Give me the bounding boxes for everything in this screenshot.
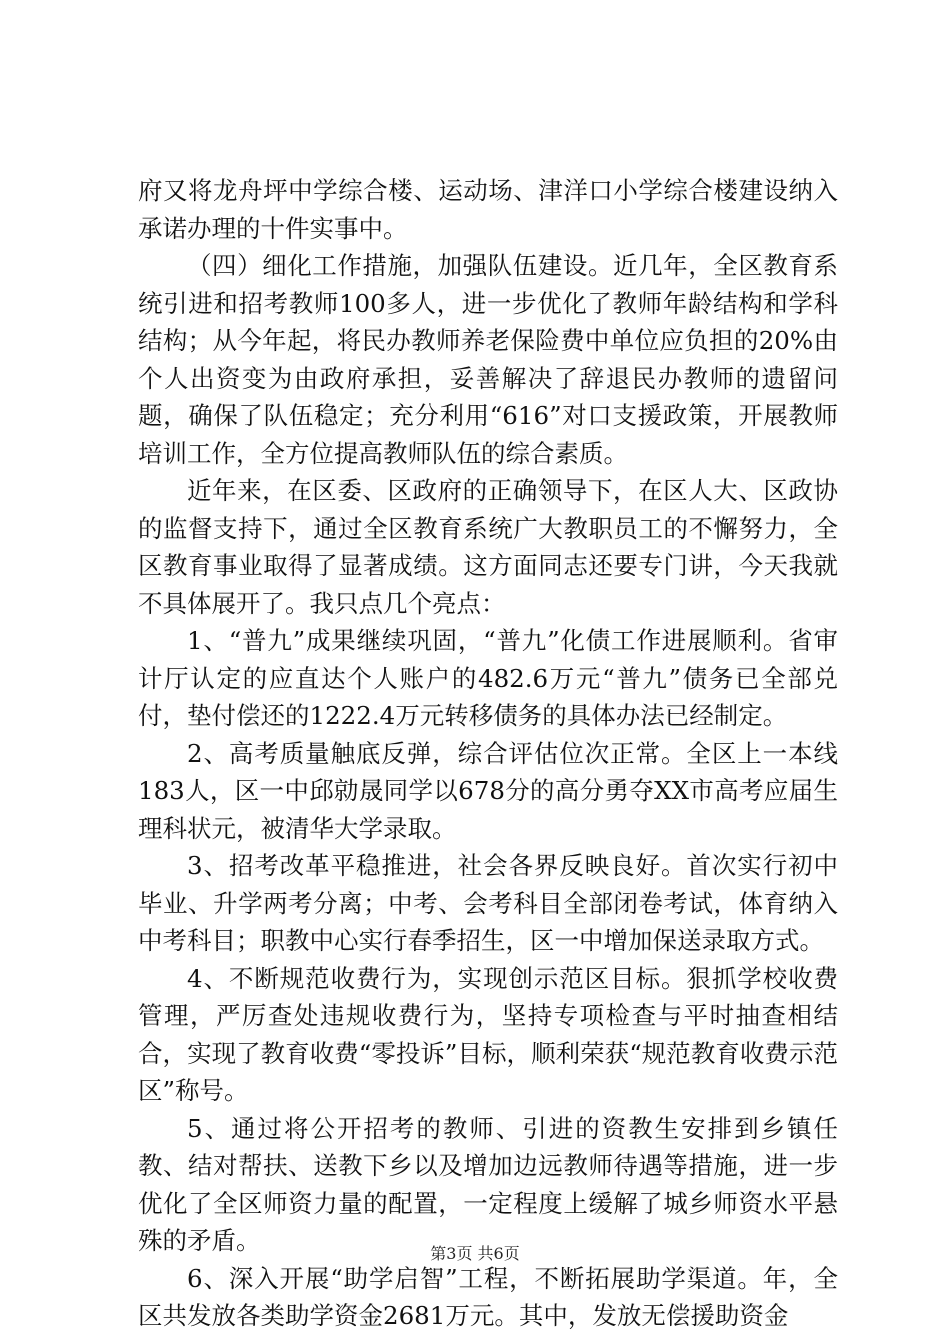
paragraph-continuation: 府又将龙舟坪中学综合楼、运动场、津洋口小学综合楼建设纳入承诺办理的十件实事中。 bbox=[138, 176, 838, 243]
paragraph-highlight-4: 4、不断规范收费行为，实现创示范区目标。狠抓学校收费管理，严厉查处违规收费行为，坚持专项检查与平时抽查相结合，实现了教育收费“零投诉”目标，顺利荣获“规范教育收费示范区”称号。 bbox=[138, 963, 838, 1105]
document-body bbox=[138, 172, 838, 1335]
paragraph-highlight-1: 1、“普九”成果继续巩固，“普九”化债工作进展顺利。省审计厅认定的应直达个人账户的482.6万元“普九”债务已全部兑付，垫付偿还的1222.4万元转移债务的具体办法已经制定。 bbox=[138, 626, 838, 730]
paragraph-section-four: （四）细化工作措施，加强队伍建设。近几年，全区教育系统引进和招考教师100多人，进一步优化了教师年龄结构和学科结构；从今年起，将民办教师养老保险费中单位应负担的20%由个人出资变为由政府承担，妥善解决了辞退民办教师的遗留问题，确保了队伍稳定；充分利用“616”对口支援政策，开展教师培训工作，全方位提高教师队伍的综合素质。 bbox=[138, 251, 838, 468]
paragraph-highlight-3: 3、招考改革平稳推进，社会各界反映良好。首次实行初中毕业、升学两考分离；中考、会考科目全部闭卷考试，体育纳入中考科目；职教中心实行春季招生，区一中增加保送录取方式。 bbox=[138, 851, 838, 955]
paragraph-highlight-6: 6、深入开展“助学启智”工程，不断拓展助学渠道。年，全区共发放各类助学资金2681万元。其中，发放无偿援助资金 bbox=[138, 1263, 838, 1330]
paragraph-summary: 近年来，在区委、区政府的正确领导下，在区人大、区政协的监督支持下，通过全区教育系统广大教职员工的不懈努力，全区教育事业取得了显著成绩。这方面同志还要专门讲，今天我就不具体展开了。我只点几个亮点： bbox=[138, 476, 838, 618]
paragraph-highlight-2: 2、高考质量触底反弹，综合评估位次正常。全区上一本线183人，区一中邱勍晟同学以678分的高分勇夺XX市高考应届生理科状元，被清华大学录取。 bbox=[138, 738, 838, 843]
paragraph-highlight-5: 5、通过将公开招考的教师、引进的资教生安排到乡镇任教、结对帮扶、送教下乡以及增加边远教师待遇等措施，进一步优化了全区师资力量的配置，一定程度上缓解了城乡师资水平悬殊的矛盾。 bbox=[138, 1113, 838, 1255]
page-footer: 第3页 共6页 bbox=[430, 1244, 520, 1263]
